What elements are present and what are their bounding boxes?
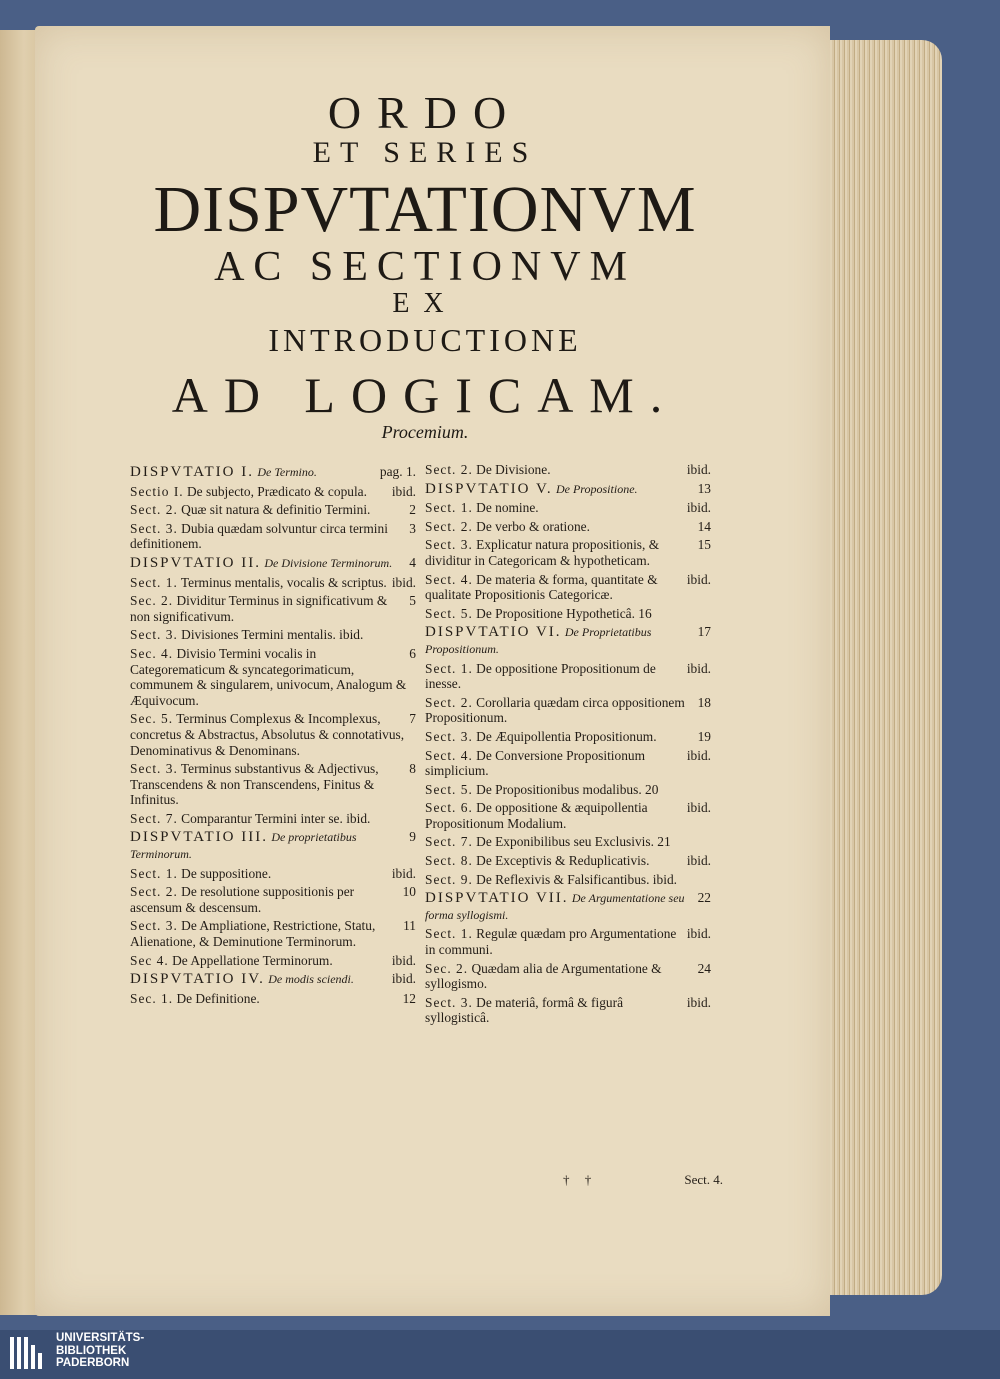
entry-label: DISPVTATIO III.: [130, 829, 268, 846]
section-entry: [425, 519, 715, 535]
page-ref: 24: [697, 960, 711, 976]
title-ex: EX: [392, 288, 458, 319]
library-line-2: BIBLIOTHEK: [56, 1344, 127, 1357]
entry-label: Sect. 5.: [425, 605, 473, 621]
entry-label: Sect. 9.: [425, 871, 473, 887]
entry-label: DISPVTATIO IV.: [130, 971, 265, 988]
title-ac-sectionum: AC SECTIONVM: [214, 244, 636, 290]
entry-label: DISPVTATIO II.: [130, 554, 261, 571]
entry-text: De materia & forma, quantitate & qualitate Propositionis Categoricæ.: [425, 571, 658, 603]
entry-label: Sect. 7.: [130, 810, 178, 826]
page-ref: pag. 1.: [379, 464, 416, 479]
title-disputationum: DISPVTATIONVM: [153, 173, 697, 246]
entry-label: DISPVTATIO I.: [130, 464, 254, 480]
entry-text: De Ampliatione, Restrictione, Statu, Alienatione, & Deminutione Terminorum.: [130, 918, 376, 950]
page-ref: ibid.: [686, 800, 711, 816]
page-ref: 18: [697, 694, 711, 710]
section-entry: [130, 484, 420, 500]
entry-label: Sect. 1.: [425, 660, 473, 676]
section-entry: [425, 961, 715, 992]
entry-text: De Propositione Hypotheticâ. 16: [476, 605, 652, 621]
entry-text: Dividitur Terminus in significativum & non significativum.: [130, 593, 388, 624]
page-ref: 3: [409, 520, 416, 536]
entry-label: DISPVTATIO VI.: [425, 624, 562, 641]
library-bar: [0, 1330, 1000, 1379]
entry-label: Sec. 1.: [130, 990, 174, 1006]
entry-text: Comparantur Termini inter se. ibid.: [181, 810, 371, 826]
library-line-1: UNIVERSITÄTS-: [56, 1332, 145, 1344]
section-entry: [130, 811, 420, 827]
entry-label: Sectio I.: [130, 483, 184, 499]
title-introductione: INTRODUCTIONE: [268, 322, 582, 358]
entry-text: De Reflexivis & Falsificantibus. ibid.: [476, 871, 677, 887]
page-ref: 19: [697, 728, 711, 744]
title-ad-logicam: AD LOGICAM.: [171, 367, 679, 423]
entry-text: Terminus mentalis, vocalis & scriptus.: [180, 574, 387, 590]
entry-label: Sect. 3.: [130, 918, 178, 934]
entry-label: Sec 4.: [130, 952, 169, 968]
entry-text: De nomine.: [476, 500, 539, 516]
page-ref: ibid.: [686, 926, 711, 942]
entry-label: Sect. 7.: [425, 834, 473, 850]
section-entry: [130, 866, 420, 882]
page-ref: 9: [409, 829, 416, 845]
section-entry: [130, 953, 420, 969]
section-entry: [130, 918, 420, 949]
entry-text: De Divisione.: [476, 462, 551, 477]
section-entry: [425, 926, 715, 957]
page-footer: [423, 1172, 723, 1190]
entry-label: Sec. 4.: [130, 645, 174, 661]
entry-text: De Proprietatibus Propositionum.: [425, 625, 652, 656]
entry-label: Sec. 5.: [130, 711, 174, 727]
page-ref: ibid.: [686, 747, 711, 763]
entry-text: De Divisione Terminorum.: [264, 555, 393, 570]
disputatio-entry: [130, 971, 420, 988]
section-entry: [130, 502, 420, 518]
entry-label: Sect. 6.: [425, 800, 473, 816]
disputatio-entry: [130, 829, 420, 862]
entry-text: Divisiones Termini mentalis. ibid.: [181, 627, 364, 643]
disputatio-entry: [425, 481, 715, 498]
entry-text: De oppositione & æquipollentia Propositionum Modalium.: [425, 800, 648, 831]
page-ref: 4: [409, 554, 416, 570]
subtitle-procemium: Procemium.: [381, 422, 469, 442]
library-logo-icon: [8, 1335, 48, 1371]
disputatio-entry: [130, 464, 420, 481]
page-ref: 5: [409, 593, 416, 609]
entry-label: Sect. 2.: [130, 502, 178, 518]
section-entry: [425, 853, 715, 869]
entry-text: De modis sciendi.: [268, 972, 354, 987]
entry-label: Sect. 3.: [130, 520, 178, 536]
section-entry: [425, 462, 715, 478]
page-ref: ibid.: [686, 853, 711, 869]
entry-text: Quædam alia de Argumentatione & syllogismo.: [425, 960, 662, 992]
disputatio-entry: [130, 555, 420, 572]
section-entry: [130, 575, 420, 591]
entry-label: Sect. 1.: [425, 500, 473, 516]
entry-text: Corollaria quædam circa oppositionem Propositionum.: [425, 694, 685, 726]
section-entry: [425, 872, 715, 888]
book-page-edges: [822, 40, 942, 1295]
section-entry: [130, 711, 420, 758]
library-name: [56, 1332, 144, 1370]
entry-text: Divisio Termini vocalis in Categorematicum & syncategorimaticum, communem & singularem, univocum, Analogum & Æquivocum.: [130, 645, 407, 708]
entry-text: Explicatur natura propositionis, & dividitur in Categoricam & hypotheticam.: [425, 537, 660, 568]
entry-label: Sect. 1.: [130, 865, 178, 881]
page-ref: 15: [697, 537, 711, 553]
title-ordo: ORDO: [327, 87, 523, 138]
entry-text: De suppositione.: [181, 865, 272, 881]
section-entry: [130, 761, 420, 808]
entry-label: DISPVTATIO VII.: [425, 890, 569, 907]
page-ref: 22: [697, 890, 711, 906]
entry-label: Sect. 4.: [425, 571, 473, 587]
entry-text: De Propositionibus modalibus. 20: [476, 781, 659, 797]
section-entry: [425, 500, 715, 516]
page-ref: ibid.: [391, 971, 416, 987]
entry-text: De Propositione.: [555, 481, 638, 496]
entry-text: De Exponibilibus seu Exclusivis. 21: [476, 834, 671, 850]
section-entry: [425, 537, 715, 568]
entry-label: Sect. 3.: [130, 761, 178, 777]
page-ref: 17: [697, 624, 711, 640]
page-ref: 8: [409, 761, 416, 777]
entry-text: Dubia quædam solvuntur circa termini definitionem.: [130, 520, 388, 552]
entry-text: Regulæ quædam pro Argumentatione in communi.: [425, 926, 677, 958]
index-right-column: [425, 462, 715, 1029]
entry-label: Sec. 2.: [130, 593, 174, 609]
section-entry: [130, 884, 420, 915]
entry-label: Sect. 4.: [425, 747, 473, 763]
entry-text: De Appellatione Terminorum.: [172, 952, 333, 968]
section-entry: [425, 572, 715, 603]
entry-label: Sect. 5.: [425, 781, 473, 797]
entry-label: Sec. 2.: [425, 960, 469, 976]
entry-text: De materiâ, formâ & figurâ syllogisticâ.: [425, 994, 624, 1026]
signature-mark: † †: [563, 1172, 598, 1187]
entry-text: Quæ sit natura & definitio Termini.: [181, 502, 371, 518]
section-entry: [425, 729, 715, 745]
page-ref: 13: [697, 480, 711, 496]
entry-text: De resolutione suppositionis per ascensum & descensum.: [130, 884, 355, 915]
entry-text: De Exceptivis & Reduplicativis.: [476, 853, 650, 869]
title-et-series: ET SERIES: [312, 136, 538, 169]
entry-label: Sect. 2.: [130, 884, 178, 900]
section-entry: [425, 661, 715, 692]
section-entry: [130, 521, 420, 552]
entry-label: Sect. 3.: [425, 537, 473, 553]
section-entry: [425, 695, 715, 726]
page-ref: 12: [402, 990, 416, 1006]
entry-text: De oppositione Propositionum de inesse.: [425, 660, 656, 692]
entry-label: Sect. 1.: [425, 926, 473, 942]
entry-text: De verbo & oratione.: [476, 518, 590, 534]
page-ref: ibid.: [686, 994, 711, 1010]
entry-label: Sect. 2.: [425, 694, 473, 710]
page-ref: 6: [409, 645, 416, 661]
entry-text: Terminus substantivus & Adjectivus, Transcendens & non Transcendens, Finitus & Infinitus.: [130, 761, 379, 808]
section-entry: [130, 627, 420, 643]
page-ref: 11: [403, 918, 416, 934]
page-ref: ibid.: [686, 462, 711, 477]
entry-text: De Termino.: [257, 465, 317, 479]
section-entry: [425, 800, 715, 831]
section-entry: [425, 995, 715, 1026]
page-ref: ibid.: [391, 574, 416, 590]
page-ref: 2: [409, 502, 416, 518]
disputatio-entry: [425, 624, 715, 657]
page-ref: ibid.: [686, 571, 711, 587]
page-ref: ibid.: [391, 483, 416, 499]
entry-label: Sect. 1.: [130, 574, 178, 590]
section-entry: [425, 834, 715, 850]
catchword: Sect. 4.: [684, 1172, 723, 1187]
page-ref: 10: [402, 884, 416, 900]
entry-text: Terminus Complexus & Incomplexus, concretus & Abstractus, Absolutus & connotativus, Denominativus & Denominans.: [130, 711, 405, 758]
page-ref: 7: [409, 711, 416, 727]
section-entry: [425, 782, 715, 798]
entry-label: Sect. 3.: [425, 728, 473, 744]
section-entry: [425, 748, 715, 779]
page-ref: ibid.: [391, 952, 416, 968]
entry-text: De Conversione Propositionum simplicium.: [425, 747, 646, 779]
section-entry: [130, 646, 420, 708]
entry-label: Sect. 3.: [130, 627, 178, 643]
page-ref: ibid.: [686, 500, 711, 516]
library-line-3: PADERBORN: [56, 1357, 130, 1369]
disputatio-entry: [425, 890, 715, 923]
entry-text: De subjecto, Prædicato & copula.: [186, 483, 367, 499]
page-ref: ibid.: [686, 660, 711, 676]
entry-label: Sect. 2.: [425, 462, 473, 477]
entry-text: De Definitione.: [176, 990, 260, 1006]
entry-label: DISPVTATIO V.: [425, 480, 553, 497]
entry-text: De Æquipollentia Propositionum.: [476, 728, 657, 744]
entry-label: Sect. 8.: [425, 853, 473, 869]
page-ref: ibid.: [391, 865, 416, 881]
entry-text: De proprietatibus Terminorum.: [130, 830, 357, 862]
page-ref: 14: [697, 518, 711, 534]
entry-label: Sect. 3.: [425, 994, 473, 1010]
index-left-column: [130, 462, 420, 1009]
entry-label: Sect. 2.: [425, 518, 473, 534]
entry-text: De Argumentatione seu forma syllogismi.: [425, 891, 685, 922]
section-entry: [130, 593, 420, 624]
section-entry: [425, 606, 715, 622]
section-entry: [130, 991, 420, 1007]
